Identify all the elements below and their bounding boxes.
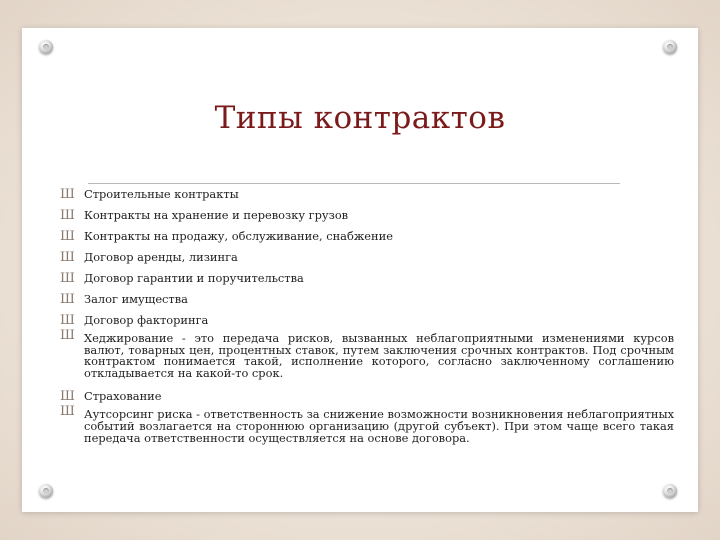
bullet-icon: Ш bbox=[60, 271, 75, 286]
list-item bbox=[60, 268, 674, 289]
list-item-text: Договор факторинга bbox=[84, 313, 209, 327]
slide-title: Типы контрактов bbox=[214, 100, 506, 136]
pushpin-icon bbox=[39, 40, 53, 54]
bullet-icon: Ш bbox=[60, 229, 75, 244]
bullet-icon: Ш bbox=[60, 313, 75, 328]
list-item-text: Страхование bbox=[84, 389, 162, 404]
list-item bbox=[60, 205, 674, 226]
bullet-icon: Ш bbox=[60, 250, 75, 265]
list-item-text: Договор аренды, лизинга bbox=[84, 250, 238, 264]
list-item bbox=[60, 386, 674, 407]
pushpin-icon bbox=[663, 40, 677, 54]
list-item bbox=[60, 289, 674, 310]
bullet-icon: Ш bbox=[60, 404, 75, 420]
list-item-text: Аутсорсинг риска - ответственность за снижение возможности возникновения неблагоприятных событий возлагается на стороннюю организацию (другой субъект). При этом чаще всего такая передача ответственности осуществляется на основе договора. bbox=[84, 407, 675, 445]
list-item bbox=[60, 247, 674, 268]
list-item bbox=[60, 226, 674, 247]
list-item-text: Контракты на продажу, обслуживание, снабжение bbox=[84, 229, 393, 243]
bullet-icon: Ш bbox=[60, 187, 75, 202]
bullet-icon: Ш bbox=[60, 292, 75, 307]
list-item bbox=[60, 404, 675, 445]
list-item bbox=[60, 184, 674, 205]
pushpin-icon bbox=[39, 484, 53, 498]
list-item-text: Контракты на хранение и перевозку грузов bbox=[84, 208, 349, 222]
list-item bbox=[60, 310, 674, 331]
list-item bbox=[60, 328, 674, 380]
contract-types-list bbox=[60, 184, 674, 451]
bullet-icon: Ш bbox=[60, 208, 75, 223]
list-item-text: Строительные контракты bbox=[84, 187, 239, 201]
list-item-text: Залог имущества bbox=[84, 292, 188, 306]
list-item-text: Хеджирование - это передача рисков, вызванных неблагоприятными изменениями курсов валют, товарных цен, процентных ставок, путем заключения срочных контрактов. Под срочным контрактом понимается такой, исполнение которого, согласно заключенному соглашению откладывается на какой-то срок. bbox=[84, 331, 674, 380]
bullet-icon: Ш bbox=[60, 328, 75, 343]
pushpin-icon bbox=[663, 484, 677, 498]
bullet-icon: Ш bbox=[60, 389, 75, 405]
list-item-text: Договор гарантии и поручительства bbox=[84, 271, 304, 285]
